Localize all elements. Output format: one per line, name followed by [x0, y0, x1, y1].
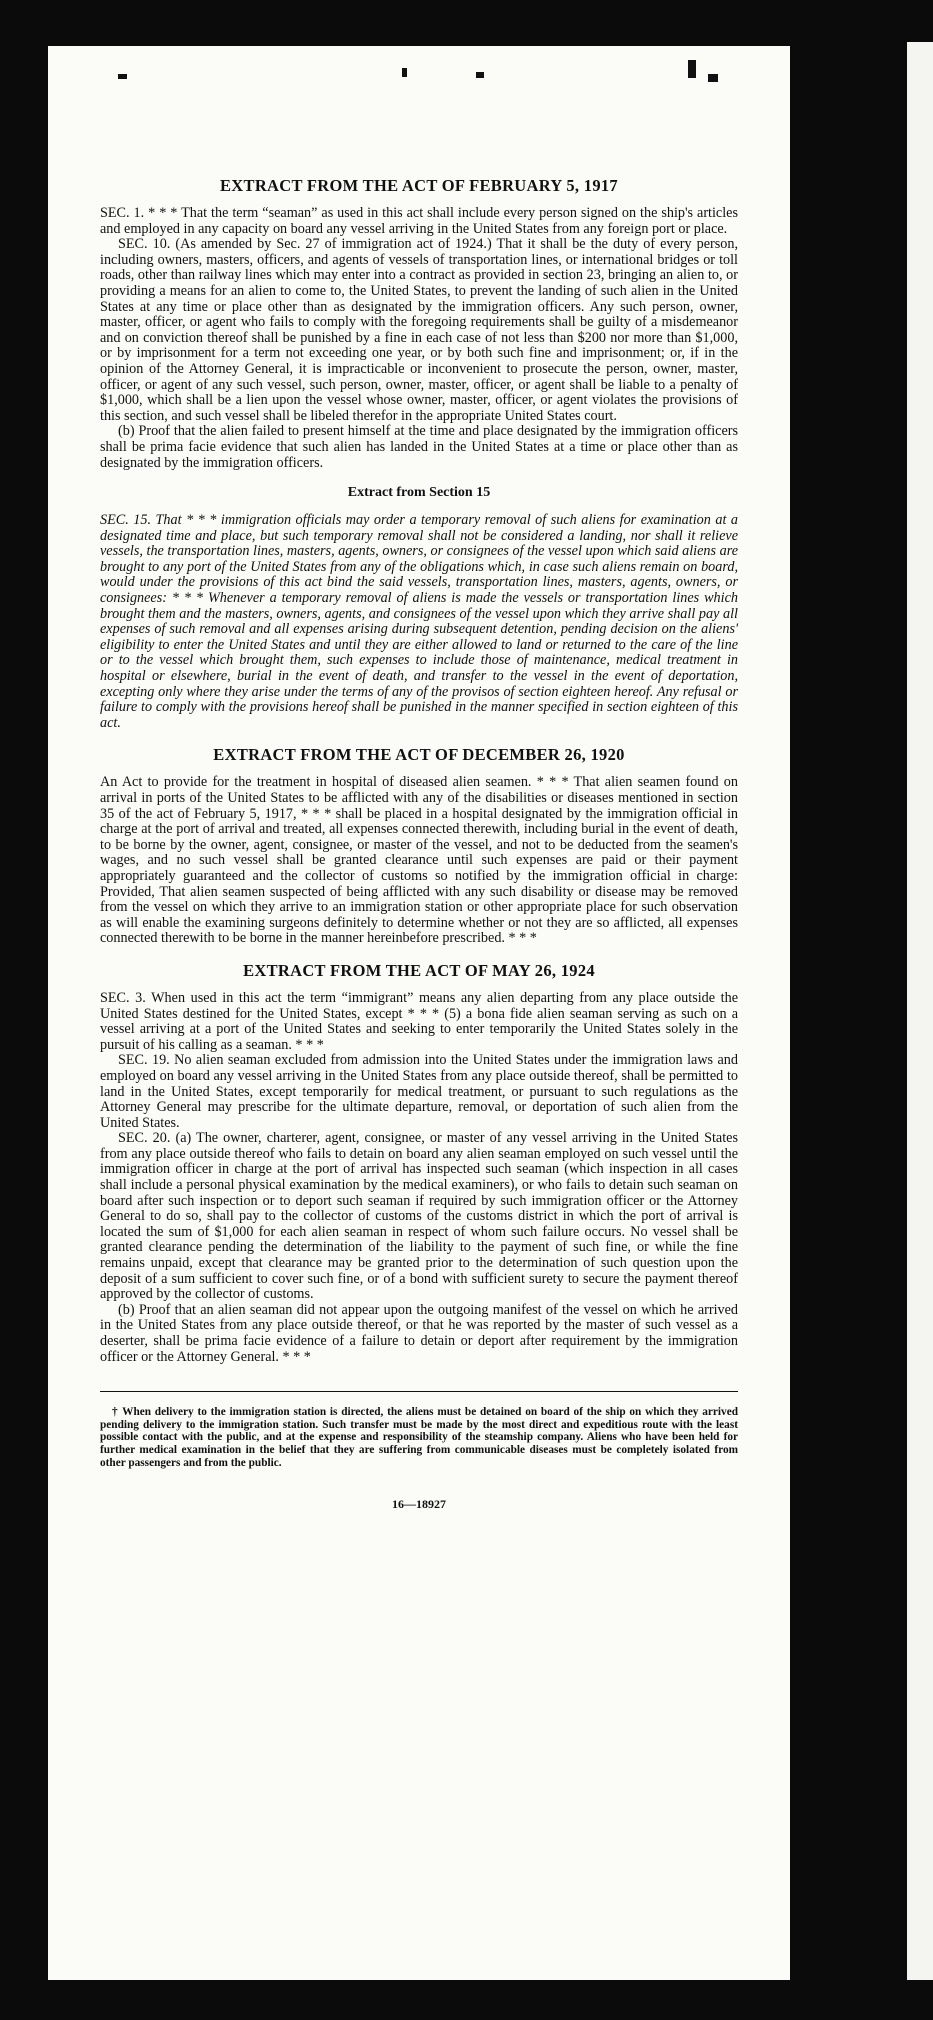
scan-speck — [402, 68, 407, 77]
paragraph: (b) Proof that the alien failed to present himself at the time and place designated by the immigration officers shall be prima facie evidence that such alien has landed in the United States at a time or place other than as designated by the immigration officers. — [100, 423, 738, 471]
section-heading: Extract from Section 15 — [347, 485, 491, 501]
paragraph: (b) Proof that an alien seaman did not appear upon the outgoing manifest of the vessel on which he arrived in the United States from any place outside thereof, or that he was reported by the master of such vessel as a deserter, shall be prima facie evidence of a failure to detain or deport after requirement by the immigration officer or the Attorney General. * * * — [100, 1301, 738, 1365]
footnote-divider — [100, 1391, 738, 1392]
paragraph: An Act to provide for the treatment in hospital of diseased alien seamen. * * * That alien seamen found on arrival in ports of the United States to be afflicted with any of the disabilities or diseases mentioned in section 35 of the act of February 5, 1917, * * * shall be placed in a hospital designated by the immigration official in charge at the port of arrival and treated, all expenses connected therewith, including burial in the event of death, to be borne by the owner, agent, consignee, or master of the vessel, and not to be deducted from the seamen's wages, and no such vessel shall be granted clearance until such expenses are paid or their payment appropriately guaranteed and the collector of customs so notified by the immigration official in charge: Provided, That alien seamen suspected of being afflicted with any such disability or disease may be removed from the vessel on which they arrive to an immigration station or other appropriate place for such observation as will enable the examining surgeons definitely to determine whether or not they are so afflicted, all expenses connected therewith to be borne in the manner hereinbefore prescribed. * * * — [100, 774, 738, 947]
footnote-text: † When delivery to the immigration station is directed, the aliens must be detained on board of the ship on which they arrived pending delivery to the immigration station. Such transfer must be made by the most direct and expeditious route with the least possible contact with the public, and at the expense and responsibility of the steamship company. Aliens who have been held for further medical examination in the belief that they are suffering from communicable diseases must be completely isolated from other passengers and from the public. — [100, 1406, 738, 1469]
scan-speck — [476, 72, 484, 78]
section-heading: EXTRACT FROM THE ACT OF DECEMBER 26, 1920 — [213, 745, 625, 765]
scan-speck — [708, 74, 718, 82]
section-15-extract — [100, 485, 738, 731]
scan-speck — [118, 74, 127, 79]
paragraph: SEC. 20. (a) The owner, charterer, agent, consignee, or master of any vessel arriving in the United States from any place outside thereof who fails to detain on board any alien seaman employed on such vessel until the immigration officer in charge at the port of arrival has inspected such seaman (which inspection in all cases shall include a personal physical examination by the medical examiners), or who fails to detain such seaman on board after such inspection or to deport such seaman if required by such immigration officer or the Attorney General to do so, shall pay to the collector of customs of the customs district in which the port of arrival is located the sum of $1,000 for each alien seaman in respect of whom such failure occurs. No vessel shall be granted clearance pending the determination of the liability to the payment of such fine, or while the fine remains unpaid, except that clearance may be granted prior to the determination of such question upon the deposit of a sum sufficient to cover such fine, or of a bond with sufficient surety to secure the payment thereof approved by the collector of customs. — [100, 1130, 738, 1303]
paragraph: SEC. 19. No alien seaman excluded from admission into the United States under the immigration laws and employed on board any vessel arriving in the United States from any place outside thereof, shall be permitted to land in the United States, except temporarily for medical treatment, or pursuant to such regulations as the Attorney General may prescribe for the ultimate departure, removal, or deportation of such alien from the United States. — [100, 1052, 738, 1131]
paragraph: SEC. 15. That * * * immigration officials may order a temporary removal of such aliens for examination at a designated time and place, but such temporary removal shall not be considered a landing, nor shall it relieve vessels, the transportation lines, masters, agents, owners, or consignees of the vessel upon which said aliens are brought to any port of the United States from any of the obligations which, in case such aliens remain on board, would under the provisions of this act bind the said vessels, transportation lines, masters, agents, owners, or consignees: * * * Whenever a temporary removal of aliens is made the vessels or transportation lines which brought them and the masters, owners, agents, and consignees of the vessel upon which they arrive shall pay all expenses of such removal and all expenses arising during subsequent detention, pending decision on the aliens' eligibility to enter the United States and until they are either allowed to land or returned to the care of the line or to the vessel which brought them, such expenses to include those of maintenance, medical treatment in hospital or elsewhere, burial in the event of death, and transfer to the vessel in the event of deportation, excepting only where they arise under the terms of any of the provisos of section eighteen hereof. Any refusal or failure to comply with the provisions hereof shall be punished in the manner specified in section eighteen of this act. — [100, 512, 738, 731]
adjacent-page-edge — [907, 42, 933, 1980]
section-heading: EXTRACT FROM THE ACT OF FEBRUARY 5, 1917 — [220, 176, 618, 195]
section-act-1924 — [100, 961, 738, 1365]
section-act-1917 — [100, 176, 738, 471]
paragraph: SEC. 3. When used in this act the term “immigrant” means any alien departing from any place outside the United States destined for the United States, except * * * (5) a bona fide alien seaman serving as such on a vessel arriving at a port of the United States and seeking to enter temporarily the United States solely in the pursuit of his calling as a seaman. * * * — [100, 989, 738, 1053]
page-number: 16—18927 — [392, 1497, 446, 1512]
document-page — [48, 46, 790, 1980]
section-heading: EXTRACT FROM THE ACT OF MAY 26, 1924 — [243, 960, 595, 980]
footnote — [100, 1406, 738, 1469]
scan-speck — [688, 60, 696, 78]
section-act-1920 — [100, 745, 738, 947]
paragraph: SEC. 10. (As amended by Sec. 27 of immigration act of 1924.) That it shall be the duty of every person, including owners, masters, officers, and agents of vessels of transportation lines, or international bridges or toll roads, other than railway lines which may enter into a contract as provided in section 23, bringing an alien to, or providing a means for an alien to come to, the United States, to prevent the landing of such alien in the United States at any time or place other than as designated by the immigration officers. Any such person, owner, master, officer, or agent who fails to comply with the foregoing requirements shall be guilty of a misdemeanor and on conviction thereof shall be punished by a fine in each case of not less than $200 nor more than $1,000, or by imprisonment for a term not exceeding one year, or by both such fine and imprisonment; or, if in the opinion of the Attorney General, it is impracticable or inconvenient to prosecute the person, owner, master, officer, or agent of any such vessel, such person, owner, master, officer, or agent shall be liable to a penalty of $1,000, which shall be a lien upon the vessel whose owner, master, officer, or agent violates the provisions of this section, and such vessel shall be libeled therefor in the appropriate United States court. — [100, 236, 738, 424]
paragraph: SEC. 1. * * * That the term “seaman” as used in this act shall include every person signed on the ship's articles and employed in any capacity on board any vessel arriving in the United States from any foreign port or place. — [100, 205, 738, 237]
